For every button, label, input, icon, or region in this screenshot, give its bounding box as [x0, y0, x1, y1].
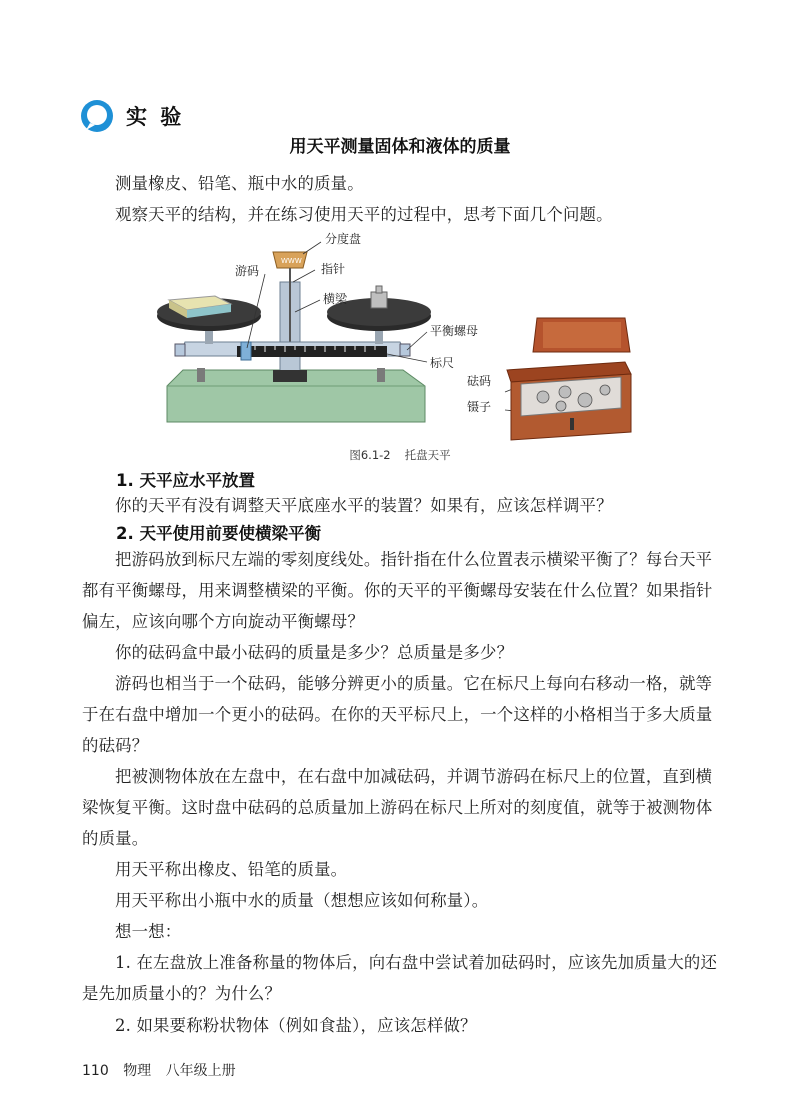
- label-rider: 游码: [235, 264, 260, 278]
- experiment-title: 用天平测量固体和液体的质量: [289, 137, 511, 157]
- page-footer: [82, 1060, 246, 1080]
- intro-line-1: 测量橡皮、铅笔、瓶中水的质量。: [115, 174, 364, 193]
- figure-caption: [0, 447, 800, 463]
- figure-number: 图6.1-2: [349, 448, 391, 462]
- q2-paragraph-2: 你的砝码盒中最小砝码的质量是多少？总质量是多少？: [115, 643, 514, 662]
- q2-paragraph-1: 把游码放到标尺左端的零刻度线处。指针指在什么位置表示横梁平衡了？每台天平都有平衡螺母，用来调整横梁的平衡。你的天平的平衡螺母安装在什么位置？如果指针偏左，应该向哪个方向旋动平衡螺母？: [82, 550, 713, 631]
- q2-paragraph-5: 用天平称出橡皮、铅笔的质量。: [115, 860, 348, 879]
- think-question-1: 1. 在左盘放上准备称量的物体后，向右盘中尝试着加砝码时，应该先加质量大的还是先加质量小的？为什么？: [82, 953, 718, 1003]
- footer-subject: 物理: [123, 1063, 152, 1079]
- label-scale: 标尺: [430, 356, 455, 370]
- figure-caption-text: 托盘天平: [404, 448, 451, 462]
- heading-q2: 2. 天平使用前要使横梁平衡: [116, 524, 321, 543]
- q2-paragraph-6: 用天平称出小瓶中水的质量（想想应该如何称量）。: [115, 891, 489, 910]
- balance-illustration: [145, 222, 645, 464]
- label-beam: 横梁: [323, 292, 348, 306]
- think-label: 想一想：: [115, 922, 182, 941]
- footer-grade: 八年级上册: [165, 1063, 236, 1079]
- speech-bubble-icon: [80, 99, 114, 133]
- label-tweezers: 镊子: [467, 400, 492, 414]
- label-balance-nut: 平衡螺母: [430, 324, 479, 338]
- label-dial: 分度盘: [325, 232, 362, 246]
- balance-figure: [145, 222, 645, 464]
- label-weights: 砝码: [467, 374, 492, 388]
- intro-line-2: 观察天平的结构，并在练习使用天平的过程中，思考下面几个问题。: [115, 205, 613, 224]
- think-question-2: 2. 如果要称粉状物体（例如食盐），应该怎样做？: [115, 1016, 477, 1035]
- heading-q1: 1. 天平应水平放置: [116, 471, 255, 490]
- q1-text: 你的天平有没有调整天平底座水平的装置？如果有，应该怎样调平？: [115, 496, 613, 515]
- q2-paragraph-3: 游码也相当于一个砝码，能够分辨更小的质量。它在标尺上每向右移动一格，就等于在右盘中增加一个更小的砝码。在你的天平标尺上，一个这样的小格相当于多大质量的砝码？: [82, 674, 713, 755]
- page-number: 110: [82, 1063, 109, 1079]
- q2-paragraph-4: 把被测物体放在左盘中，在右盘中加减砝码，并调节游码在标尺上的位置，直到横梁恢复平衡。这时盘中砝码的总质量加上游码在标尺上所对的刻度值，就等于被测物体的质量。: [82, 767, 713, 848]
- section-header: [80, 96, 184, 136]
- section-label: 实 验: [126, 105, 185, 129]
- svg-text:WWW: WWW: [281, 257, 302, 265]
- label-pointer: 指针: [321, 262, 346, 276]
